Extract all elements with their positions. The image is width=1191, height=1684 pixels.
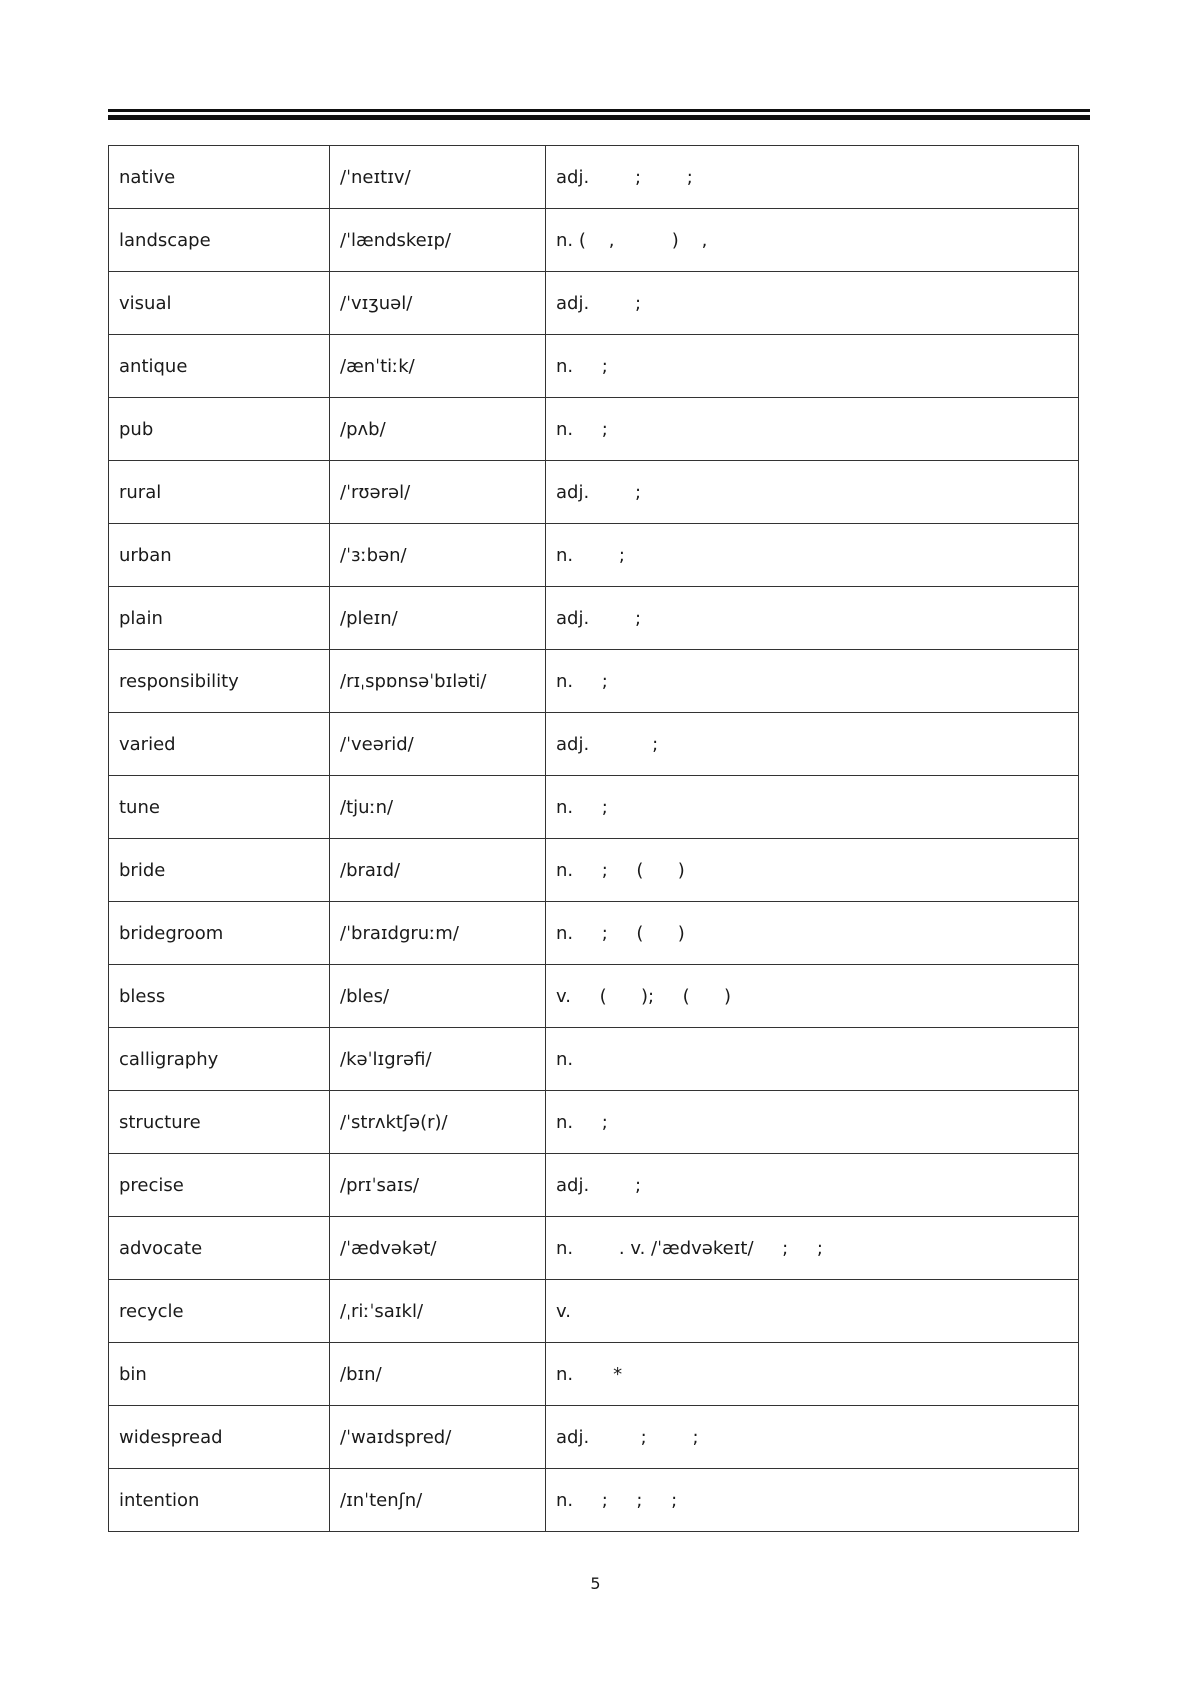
vocab-phonetic: /tjuːn/ bbox=[330, 776, 546, 839]
vocab-phonetic: /braɪd/ bbox=[330, 839, 546, 902]
vocab-definition: n. ; bbox=[546, 398, 1079, 461]
vocab-word: recycle bbox=[109, 1280, 330, 1343]
vocab-row bbox=[109, 209, 1079, 272]
vocab-word: bin bbox=[109, 1343, 330, 1406]
vocabulary-table bbox=[108, 145, 1079, 1532]
vocab-word: calligraphy bbox=[109, 1028, 330, 1091]
vocab-row bbox=[109, 524, 1079, 587]
vocab-word: bride bbox=[109, 839, 330, 902]
vocab-definition: adj. ; bbox=[546, 713, 1079, 776]
vocab-row bbox=[109, 1280, 1079, 1343]
vocab-definition: n. ; ; ; bbox=[546, 1469, 1079, 1532]
vocab-definition: n. ; ( ) bbox=[546, 902, 1079, 965]
vocab-definition: n. ; bbox=[546, 650, 1079, 713]
vocab-definition: n. ; bbox=[546, 335, 1079, 398]
vocab-phonetic: /ˈbraɪdgruːm/ bbox=[330, 902, 546, 965]
vocab-row bbox=[109, 461, 1079, 524]
vocab-phonetic: /ˈædvəkət/ bbox=[330, 1217, 546, 1280]
vocab-definition: n. . v. /ˈædvəkeɪt/ ; ; bbox=[546, 1217, 1079, 1280]
vocab-row bbox=[109, 902, 1079, 965]
vocab-word: tune bbox=[109, 776, 330, 839]
vocab-phonetic: /ɪnˈtenʃn/ bbox=[330, 1469, 546, 1532]
vocab-definition: n. bbox=[546, 1028, 1079, 1091]
vocab-definition: n. * bbox=[546, 1343, 1079, 1406]
vocab-phonetic: /ˈɜːbən/ bbox=[330, 524, 546, 587]
vocab-definition: adj. ; ; bbox=[546, 1406, 1079, 1469]
vocab-definition: n. ( , ) , bbox=[546, 209, 1079, 272]
vocab-row bbox=[109, 650, 1079, 713]
vocab-word: advocate bbox=[109, 1217, 330, 1280]
vocab-definition: v. ( ); ( ) bbox=[546, 965, 1079, 1028]
vocab-word: bless bbox=[109, 965, 330, 1028]
vocab-word: precise bbox=[109, 1154, 330, 1217]
vocab-definition: n. ; bbox=[546, 524, 1079, 587]
vocab-definition: n. ; bbox=[546, 776, 1079, 839]
vocab-definition: v. bbox=[546, 1280, 1079, 1343]
vocab-word: antique bbox=[109, 335, 330, 398]
vocab-phonetic: /ænˈtiːk/ bbox=[330, 335, 546, 398]
vocab-word: rural bbox=[109, 461, 330, 524]
header-rule-thin bbox=[108, 109, 1090, 112]
vocabulary-table-body bbox=[109, 146, 1079, 1532]
vocab-row bbox=[109, 1406, 1079, 1469]
vocab-definition: n. ; ( ) bbox=[546, 839, 1079, 902]
vocab-word: widespread bbox=[109, 1406, 330, 1469]
vocab-definition: n. ; bbox=[546, 1091, 1079, 1154]
page-number: 5 bbox=[590, 1574, 601, 1593]
vocab-definition: adj. ; bbox=[546, 272, 1079, 335]
vocab-row bbox=[109, 1154, 1079, 1217]
header-rule-thick bbox=[108, 115, 1090, 120]
vocab-row bbox=[109, 1028, 1079, 1091]
vocab-row bbox=[109, 1091, 1079, 1154]
vocab-definition: adj. ; bbox=[546, 1154, 1079, 1217]
vocab-row bbox=[109, 713, 1079, 776]
vocab-definition: adj. ; bbox=[546, 587, 1079, 650]
vocab-word: urban bbox=[109, 524, 330, 587]
vocab-phonetic: /kəˈlɪgrəfi/ bbox=[330, 1028, 546, 1091]
vocab-phonetic: /pʌb/ bbox=[330, 398, 546, 461]
vocab-row bbox=[109, 965, 1079, 1028]
vocab-phonetic: /bɪn/ bbox=[330, 1343, 546, 1406]
vocab-phonetic: /ˈneɪtɪv/ bbox=[330, 146, 546, 209]
vocab-row bbox=[109, 776, 1079, 839]
vocab-row bbox=[109, 1217, 1079, 1280]
vocab-phonetic: /ˈlændskeɪp/ bbox=[330, 209, 546, 272]
vocab-phonetic: /ˈrʊərəl/ bbox=[330, 461, 546, 524]
vocab-phonetic: /ˈveərid/ bbox=[330, 713, 546, 776]
vocab-row bbox=[109, 839, 1079, 902]
vocab-phonetic: /ˈstrʌktʃə(r)/ bbox=[330, 1091, 546, 1154]
vocab-row bbox=[109, 398, 1079, 461]
vocab-row bbox=[109, 335, 1079, 398]
vocab-word: plain bbox=[109, 587, 330, 650]
vocab-word: landscape bbox=[109, 209, 330, 272]
vocab-word: native bbox=[109, 146, 330, 209]
vocab-word: structure bbox=[109, 1091, 330, 1154]
vocab-word: bridegroom bbox=[109, 902, 330, 965]
vocab-phonetic: /rɪˌspɒnsəˈbɪləti/ bbox=[330, 650, 546, 713]
vocab-row bbox=[109, 146, 1079, 209]
vocab-row bbox=[109, 272, 1079, 335]
vocab-word: pub bbox=[109, 398, 330, 461]
vocab-row bbox=[109, 1469, 1079, 1532]
vocab-row bbox=[109, 587, 1079, 650]
vocab-definition: adj. ; bbox=[546, 461, 1079, 524]
vocab-phonetic: /bles/ bbox=[330, 965, 546, 1028]
vocab-definition: adj. ; ; bbox=[546, 146, 1079, 209]
vocab-word: responsibility bbox=[109, 650, 330, 713]
vocab-row bbox=[109, 1343, 1079, 1406]
vocab-word: intention bbox=[109, 1469, 330, 1532]
vocab-phonetic: /prɪˈsaɪs/ bbox=[330, 1154, 546, 1217]
vocab-phonetic: /ˈvɪʒuəl/ bbox=[330, 272, 546, 335]
vocab-phonetic: /pleɪn/ bbox=[330, 587, 546, 650]
vocab-phonetic: /ˈwaɪdspred/ bbox=[330, 1406, 546, 1469]
vocab-word: visual bbox=[109, 272, 330, 335]
vocab-word: varied bbox=[109, 713, 330, 776]
vocab-phonetic: /ˌriːˈsaɪkl/ bbox=[330, 1280, 546, 1343]
